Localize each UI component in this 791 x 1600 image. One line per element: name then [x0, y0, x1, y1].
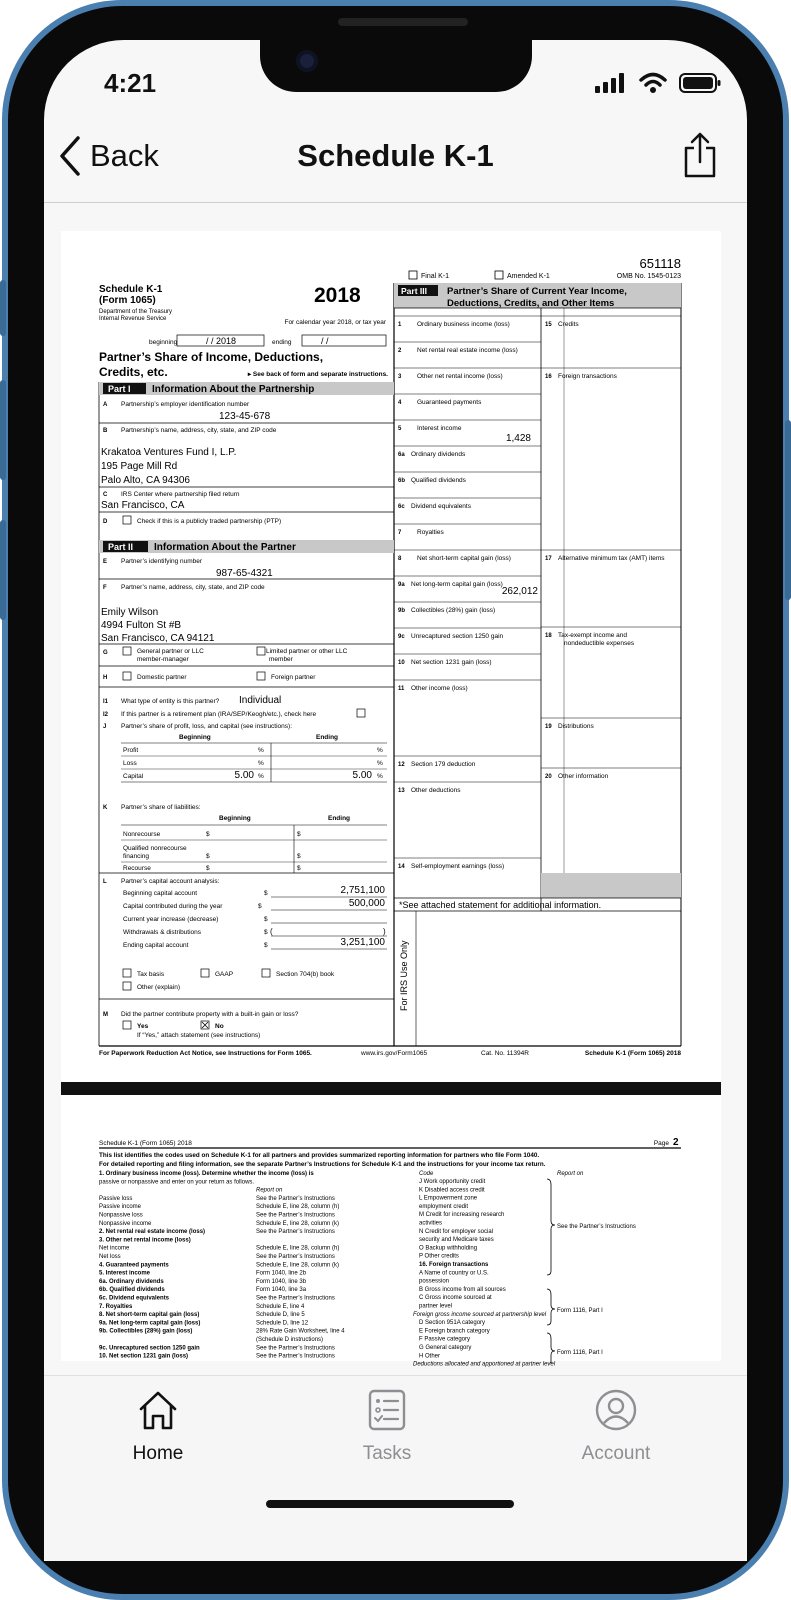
page2-form1116-b: Form 1116, Part I — [557, 1350, 603, 1356]
part3-line-label[interactable]: Qualified dividends — [411, 477, 466, 484]
nonrecourse-end-dollar: $ — [297, 831, 301, 838]
capital-begin-pct: % — [258, 773, 264, 780]
partnership-ein: 123-45-678 — [219, 411, 271, 422]
part3-title-line2: Deductions, Credits, and Other Items — [447, 298, 615, 309]
screen — [44, 40, 747, 1560]
share-button[interactable] — [683, 132, 717, 183]
irs-center: San Francisco, CA — [101, 500, 185, 511]
part3-right-label[interactable]: Foreign transactions — [558, 373, 617, 380]
page2-code-item: D Section 951A category — [419, 1320, 486, 1327]
main-title-line1: Partner’s Share of Income, Deductions, — [99, 350, 324, 364]
svg-text:F: F — [103, 585, 107, 591]
notch — [260, 40, 532, 92]
part3-line-label[interactable]: Other deductions — [411, 787, 461, 794]
line-f-label: Partner’s name, address, city, state, and ZIP code — [121, 584, 265, 591]
part3-line-number: 9c — [398, 634, 405, 640]
wifi-icon — [639, 72, 667, 94]
partner-address1: 4994 Fulton St #B — [101, 620, 182, 631]
page2-code-item: A Name of country or U.S. — [419, 1270, 489, 1277]
partner-address2: San Francisco, CA 94121 — [101, 633, 215, 644]
svg-text:B: B — [103, 428, 108, 434]
nonrecourse-label: Nonrecourse — [123, 831, 161, 838]
recourse-begin-dollar: $ — [206, 865, 210, 872]
foreign-partner-checkbox[interactable] — [257, 672, 265, 680]
contributed-label: Capital contributed during the year — [123, 903, 223, 910]
part3-line-label[interactable]: Dividend equivalents — [411, 503, 471, 510]
form-year: 2018 — [314, 284, 361, 307]
j-beginning-header: Beginning — [179, 734, 211, 741]
status-icons — [595, 72, 721, 94]
part2-title: Information About the Partner — [154, 542, 296, 553]
page2-item-report: See the Partner’s Instructions — [256, 1295, 335, 1302]
part3-line-number: 6c — [398, 504, 405, 510]
m-yes-label: Yes — [137, 1023, 149, 1030]
silent-switch — [0, 280, 6, 336]
tasks-icon — [365, 1388, 409, 1432]
ending-date-field[interactable] — [302, 335, 386, 346]
document-viewer[interactable] — [61, 231, 721, 1368]
beginning-label: beginning — [149, 339, 178, 346]
ending-date: / / — [321, 336, 329, 346]
qualified-nonrecourse-label2: financing — [123, 853, 150, 860]
page2-item-report: See the Partner’s Instructions — [256, 1353, 335, 1360]
tab-home[interactable] — [83, 1388, 233, 1465]
profit-begin-pct: % — [258, 747, 264, 754]
navigation-bar — [44, 110, 747, 210]
current-year-increase-label: Current year increase (decrease) — [123, 916, 219, 923]
part3-line-number: 13 — [398, 788, 405, 794]
power-button — [785, 420, 791, 600]
sec704b-checkbox[interactable] — [262, 969, 270, 977]
svg-text:G: G — [103, 650, 108, 656]
svg-text:H: H — [103, 675, 108, 681]
m-no-label: No — [215, 1023, 224, 1030]
line-l-label: Partner’s capital account analysis: — [121, 878, 220, 885]
j-ending-header: Ending — [316, 734, 339, 741]
end-cap-dollar: $ — [264, 942, 268, 949]
home-indicator — [266, 1500, 514, 1508]
omb-number: OMB No. 1545-0123 — [616, 273, 681, 280]
loss-begin-pct: % — [258, 760, 264, 767]
if-yes-note: If “Yes,” attach statement (see instructions) — [137, 1032, 261, 1039]
page2-code-item: O Backup withholding — [419, 1245, 478, 1252]
final-k1-label: Final K-1 — [421, 273, 450, 280]
part3-right-number: 18 — [545, 633, 552, 639]
main-title-line2: Credits, etc. — [99, 365, 168, 379]
page2-code-item: employment credit — [419, 1203, 469, 1210]
part3-line-label[interactable]: Net rental real estate income (loss) — [417, 347, 518, 354]
page2-item-report: Schedule D, line 12 — [256, 1320, 309, 1327]
page2-code-item: J Work opportunity credit — [419, 1179, 486, 1185]
page2-code-item: N Credit for employer social — [419, 1228, 494, 1235]
m-yes-checkbox[interactable] — [123, 1021, 131, 1029]
part3-line-number: 2 — [398, 348, 402, 354]
part3-right-lines — [541, 316, 681, 780]
foreign-partner-label: Foreign partner — [271, 674, 316, 681]
beginning-capital-label: Beginning capital account — [123, 890, 198, 897]
part3-right-label[interactable]: Credits — [558, 321, 579, 328]
ending-capital-label: Ending capital account — [123, 942, 189, 949]
page2-item-label: passive or nonpassive and enter on your return as follows. — [99, 1179, 255, 1186]
page2-item-report: Report on — [256, 1187, 283, 1194]
page2-item-report: Form 1040, line 2b — [256, 1270, 307, 1277]
part3-line-number: 5 — [398, 426, 402, 432]
svg-text:I2: I2 — [103, 712, 109, 718]
retirement-plan-checkbox[interactable] — [357, 709, 365, 717]
page-title: Schedule K-1 — [297, 138, 494, 173]
part3-line-label[interactable]: Guaranteed payments — [417, 399, 482, 406]
back-label: Back — [90, 138, 159, 173]
part3-line-number: 9b — [398, 608, 406, 614]
amended-k1-label: Amended K-1 — [507, 273, 550, 280]
status-time: 4:21 — [104, 68, 157, 98]
part3-line-number: 6b — [398, 478, 406, 484]
page2-item-label: 9a. Net long-term capital gain (loss) — [99, 1320, 201, 1327]
general-partner-checkbox[interactable] — [123, 647, 131, 655]
partner-name: Emily Wilson — [101, 607, 159, 618]
partnership-address2: Palo Alto, CA 94306 — [101, 475, 190, 486]
page2-code-item: C Gross income sourced at — [419, 1295, 492, 1302]
page2-item-report: See the Partner’s Instructions — [256, 1212, 335, 1219]
part3-line-number: 14 — [398, 864, 405, 870]
line-e-label: Partner’s identifying number — [121, 558, 203, 565]
part3-line-number: 1 — [398, 322, 402, 328]
page2-form1116-a: Form 1116, Part I — [557, 1308, 603, 1314]
beg-cap-dollar: $ — [264, 890, 268, 897]
profit-label: Profit — [123, 747, 139, 754]
part3-line-label[interactable]: Other net rental income (loss) — [417, 373, 503, 380]
tab-bar — [44, 1375, 747, 1561]
svg-text:A: A — [103, 402, 108, 408]
page2-item-label: 1. Ordinary business income (loss). Determine whether the income (loss) is — [99, 1171, 314, 1177]
page2-item-label: Net income — [99, 1245, 130, 1252]
part3-right-label[interactable]: nondeductible expenses — [564, 640, 635, 647]
page2-item-label: 3. Other net rental income (loss) — [99, 1237, 191, 1244]
interest-income-value: 1,428 — [505, 433, 531, 444]
page2-code-item: L Empowerment zone — [419, 1195, 478, 1202]
page2-item-report: Schedule E, line 4 — [256, 1303, 305, 1310]
page2-item-label: Passive income — [99, 1204, 142, 1211]
page2-item-label: 7. Royalties — [99, 1303, 133, 1310]
part3-line-label[interactable]: Net section 1231 gain (loss) — [411, 659, 492, 666]
page2-header: Schedule K-1 (Form 1065) 2018 — [99, 1140, 192, 1147]
part3-line-number: 12 — [398, 762, 405, 768]
part3-line-label[interactable]: Net short-term capital gain (loss) — [417, 555, 511, 562]
irs-use-only-label: For IRS Use Only — [399, 940, 409, 1011]
other-explain-checkbox[interactable] — [123, 982, 131, 990]
page2-intro-line2: For detailed reporting and filing information, see the separate Partner’s Instructions for Schedule K-1 and the instructions for your income tax return. — [99, 1161, 546, 1168]
domestic-partner-label: Domestic partner — [137, 674, 187, 681]
page2-code-item: E Foreign branch category — [419, 1328, 490, 1335]
page2-item-report: See the Partner’s Instructions — [256, 1254, 335, 1260]
tab-tasks-label: Tasks — [362, 1443, 412, 1464]
part2-tag: Part II — [108, 542, 134, 552]
part3-line-number: 8 — [398, 556, 402, 562]
svg-text:(: ( — [270, 927, 273, 936]
recourse-end-dollar: $ — [297, 865, 301, 872]
page2-page-label: Page — [653, 1140, 669, 1147]
svg-text:K: K — [103, 805, 108, 811]
part3-line-label[interactable]: Collectibles (28%) gain (loss) — [411, 607, 496, 614]
footer-paperwork: For Paperwork Reduction Act Notice, see Instructions for Form 1065. — [99, 1050, 312, 1057]
svg-text:J: J — [103, 724, 107, 730]
profit-end-pct: % — [377, 747, 383, 754]
part3-line-number: 9a — [398, 582, 405, 588]
partnership-name: Krakatoa Ventures Fund I, L.P. — [101, 447, 237, 458]
part3-line-label[interactable]: Royalties — [417, 529, 444, 536]
line-b-label: Partnership’s name, address, city, state, and ZIP code — [121, 427, 277, 434]
qnr-begin-dollar: $ — [206, 853, 210, 860]
form-title-line1: Schedule K-1 — [99, 284, 163, 295]
svg-text:M: M — [103, 1012, 108, 1018]
other-explain-label: Other (explain) — [137, 984, 180, 991]
part3-right-label[interactable]: Tax-exempt income and — [558, 632, 628, 639]
capital-label: Capital — [123, 773, 144, 780]
page2-code-item: security and Medicare taxes — [419, 1237, 494, 1244]
home-icon — [136, 1388, 180, 1432]
k-ending-header: Ending — [328, 815, 351, 822]
part3-line-number: 11 — [398, 686, 405, 692]
part3-line-number: 4 — [398, 400, 402, 406]
page2-item-report: (Schedule D instructions) — [256, 1337, 324, 1343]
page2-code-item: P Other credits — [419, 1253, 459, 1260]
page2-code-item: B Gross income from all sources — [419, 1286, 506, 1293]
dept-line1: Department of the Treasury — [99, 309, 173, 315]
part3-line-label[interactable]: Ordinary business income (loss) — [417, 321, 510, 328]
line-d-label: Check if this is a publicly traded partnership (PTP) — [137, 518, 282, 525]
contrib-dollar: $ — [258, 903, 262, 910]
page2-code-item: K Disabled access credit — [419, 1187, 485, 1194]
ending-capital-value: 3,251,100 — [340, 937, 385, 948]
page-separator — [61, 1082, 721, 1095]
page2-page-number: 2 — [673, 1137, 679, 1148]
page2-code-item: G General category — [419, 1345, 472, 1351]
tab-account-label: Account — [581, 1443, 651, 1464]
limited-partner-label2: member — [269, 656, 293, 663]
withdrawals-dollar: $ — [264, 929, 268, 936]
page2-item-label: 2. Net rental real estate income (loss) — [99, 1229, 206, 1236]
nonrecourse-begin-dollar: $ — [206, 831, 210, 838]
page2-intro-line1: This list identifies the codes used on Schedule K-1 for all partners and provides summarized reporting information for partners who file Form 1040. — [99, 1152, 540, 1159]
part1-tag: Part I — [108, 384, 131, 394]
m-no-checkmark — [202, 1022, 208, 1028]
part3-line-label[interactable]: Unrecaptured section 1250 gain — [411, 633, 504, 640]
line-j-label: Partner’s share of profit, loss, and capital (see instructions): — [121, 723, 293, 730]
part3-tag: Part III — [401, 286, 427, 296]
amended-k1-checkbox[interactable] — [495, 271, 503, 279]
page2-right-column — [413, 1179, 556, 1368]
part3-right-label[interactable]: Alternative minimum tax (AMT) items — [558, 555, 665, 562]
page2-code-item: activities — [419, 1220, 443, 1227]
nav-divider — [44, 202, 747, 203]
tab-home-label: Home — [132, 1443, 184, 1464]
svg-text:I1: I1 — [103, 699, 109, 705]
page2-item-label: 9c. Unrecaptured section 1250 gain — [99, 1345, 200, 1352]
domestic-partner-checkbox[interactable] — [123, 672, 131, 680]
gaap-label: GAAP — [215, 971, 234, 978]
page2-item-report: See the Partner’s Instructions — [256, 1345, 335, 1352]
partner-id: 987-65-4321 — [216, 568, 273, 579]
calendar-year-label: For calendar year 2018, or tax year — [284, 319, 386, 326]
general-partner-label: General partner or LLC — [137, 648, 204, 655]
page2-item-report: See the Partner’s Instructions — [256, 1195, 335, 1202]
page2-code-item: partner level — [419, 1303, 453, 1310]
page2-item-report: Form 1040, line 3b — [256, 1278, 307, 1285]
part3-right-label[interactable]: Other information — [558, 773, 609, 780]
withdrawals-label: Withdrawals & distributions — [123, 929, 202, 936]
share-icon — [683, 132, 717, 178]
k-beginning-header: Beginning — [219, 815, 251, 822]
page2-item-label: Passive loss — [99, 1195, 133, 1202]
page2-item-label: 10. Net section 1231 gain (loss) — [99, 1353, 189, 1360]
page2-code-item: 16. Foreign transactions — [419, 1262, 489, 1268]
part3-right-number: 19 — [545, 724, 552, 730]
entity-type: Individual — [239, 695, 282, 706]
part3-line-label[interactable]: Net long-term capital gain (loss) — [411, 581, 503, 588]
capital-beginning: 5.00 — [234, 770, 254, 781]
page2-see-partner: See the Partner’s Instructions — [557, 1224, 636, 1230]
part3-line-label[interactable]: Other income (loss) — [411, 685, 468, 692]
svg-text:C: C — [103, 492, 108, 498]
loss-end-pct: % — [377, 760, 383, 767]
part3-line-number: 7 — [398, 530, 402, 536]
qnr-end-dollar: $ — [297, 853, 301, 860]
page2-item-label: 9b. Collectibles (28%) gain (loss) — [99, 1328, 193, 1335]
form-title-line2: (Form 1065) — [99, 295, 156, 306]
part3-right-number: 16 — [545, 374, 552, 380]
volume-down-button — [0, 520, 6, 620]
page2-item-label: Net loss — [99, 1254, 121, 1260]
part3-line-number: 10 — [398, 660, 405, 666]
page2-item-label: 8. Net short-term capital gain (loss) — [99, 1312, 200, 1319]
page2-item-label: Nonpassive loss — [99, 1212, 143, 1219]
page2-code-header: Code — [419, 1171, 434, 1177]
ptp-checkbox[interactable] — [123, 516, 131, 524]
ltcg-value: 262,012 — [501, 586, 538, 597]
k1-form-page-2 — [61, 1095, 721, 1368]
limited-partner-checkbox[interactable] — [257, 647, 265, 655]
limited-partner-label: Limited partner or other LLC — [266, 648, 348, 655]
svg-text:L: L — [103, 879, 107, 885]
tax-basis-checkbox[interactable] — [123, 969, 131, 977]
page2-code-item: M Credit for increasing research — [419, 1212, 505, 1219]
see-attached-note: *See attached statement for additional information. — [399, 900, 602, 910]
sec704b-label: Section 704(b) book — [276, 971, 335, 978]
loss-label: Loss — [123, 760, 137, 767]
final-k1-checkbox[interactable] — [409, 271, 417, 279]
part3-right-number: 20 — [545, 774, 552, 780]
page2-item-report: See the Partner’s Instructions — [256, 1229, 335, 1236]
part3-line-label[interactable]: Interest income — [417, 425, 462, 432]
partnership-address1: 195 Page Mill Rd — [101, 461, 178, 472]
capital-end-pct: % — [377, 773, 383, 780]
page2-code-item: Foreign gross income sourced at partnership level — [413, 1311, 547, 1318]
page2-item-report: Schedule E, line 28, column (k) — [256, 1262, 340, 1269]
front-camera — [296, 50, 318, 72]
battery-icon — [679, 72, 721, 94]
capital-ending: 5.00 — [352, 770, 372, 781]
page2-item-label: 5. Interest income — [99, 1270, 151, 1277]
line-c-label: IRS Center where partnership filed return — [121, 491, 240, 498]
cy-inc-dollar: $ — [264, 916, 268, 923]
tab-account[interactable] — [541, 1388, 691, 1465]
tab-tasks[interactable] — [312, 1388, 462, 1465]
see-back-note: ▸ See back of form and separate instructions. — [247, 371, 388, 378]
part3-right-label[interactable]: Distributions — [558, 723, 594, 730]
beginning-capital-value: 2,751,100 — [340, 885, 385, 896]
part3-title-line1: Partner’s Share of Current Year Income, — [447, 286, 627, 297]
page2-item-label: Nonpassive income — [99, 1220, 152, 1227]
recourse-label: Recourse — [123, 865, 151, 872]
footer-url: www.irs.gov/Form1065 — [361, 1050, 428, 1057]
volume-up-button — [0, 380, 6, 480]
signal-icon — [595, 73, 627, 93]
gaap-checkbox[interactable] — [201, 969, 209, 977]
part3-line-label[interactable]: Ordinary dividends — [411, 451, 466, 458]
page2-code-item: H Other — [419, 1353, 441, 1360]
line-i2-label: If this partner is a retirement plan (IRA/SEP/Keogh/etc.), check here — [121, 711, 317, 718]
form-number: 651118 — [639, 256, 681, 271]
page2-item-label: 6c. Dividend equivalents — [99, 1295, 170, 1302]
page2-left-column — [99, 1171, 345, 1360]
general-partner-label2: member-manager — [137, 656, 189, 663]
page2-item-label: 4. Guaranteed payments — [99, 1262, 169, 1269]
page2-item-report: Schedule E, line 28, column (k) — [256, 1220, 340, 1227]
svg-text:D: D — [103, 519, 108, 525]
page2-item-label: 6b. Qualified dividends — [99, 1287, 165, 1294]
line-k-label: Partner’s share of liabilities: — [121, 804, 201, 811]
page2-item-report: Schedule D, line 5 — [256, 1312, 305, 1319]
page2-code-item: possession — [419, 1278, 450, 1285]
beginning-date: / / 2018 — [206, 336, 237, 346]
part3-line-label[interactable]: Self-employment earnings (loss) — [411, 863, 505, 870]
part3-right-number: 17 — [545, 556, 552, 562]
svg-text:): ) — [383, 927, 386, 936]
ending-label: ending — [272, 339, 292, 346]
page2-item-report: 28% Rate Gain Worksheet, line 4 — [256, 1328, 345, 1335]
part3-right-number: 15 — [545, 322, 552, 328]
contributed-value: 500,000 — [348, 898, 385, 909]
footer-cat: Cat. No. 11394R — [481, 1050, 529, 1057]
line-i1-label: What type of entity is this partner? — [121, 698, 220, 705]
svg-text:E: E — [103, 559, 108, 565]
part3-line-label[interactable]: Section 179 deduction — [411, 761, 476, 768]
page2-code-item: F Passive category — [419, 1336, 471, 1343]
line-m-label: Did the partner contribute property with a built-in gain or loss? — [121, 1011, 299, 1018]
irs-shaded-box — [541, 873, 681, 898]
page2-code-item: Deductions allocated and apportioned at partner level — [413, 1361, 556, 1368]
page2-item-report: Form 1040, line 3a — [256, 1287, 307, 1294]
page2-item-report: Schedule E, line 28, column (h) — [256, 1245, 340, 1252]
page2-item-report: Schedule E, line 28, column (h) — [256, 1204, 340, 1211]
part1-title: Information About the Partnership — [152, 384, 315, 395]
dept-line2: Internal Revenue Service — [99, 316, 167, 322]
line-a-label: Partnership’s employer identification number — [121, 401, 250, 408]
part3-line-number: 3 — [398, 374, 402, 380]
tax-basis-label: Tax basis — [137, 971, 165, 978]
qualified-nonrecourse-label1: Qualified nonrecourse — [123, 845, 187, 852]
page2-item-label: 6a. Ordinary dividends — [99, 1278, 164, 1285]
page2-report-header: Report on — [557, 1171, 584, 1177]
earpiece-speaker — [338, 18, 468, 26]
footer-form-id: Schedule K-1 (Form 1065) 2018 — [584, 1050, 681, 1057]
account-icon — [594, 1388, 638, 1432]
part3-line-number: 6a — [398, 452, 405, 458]
